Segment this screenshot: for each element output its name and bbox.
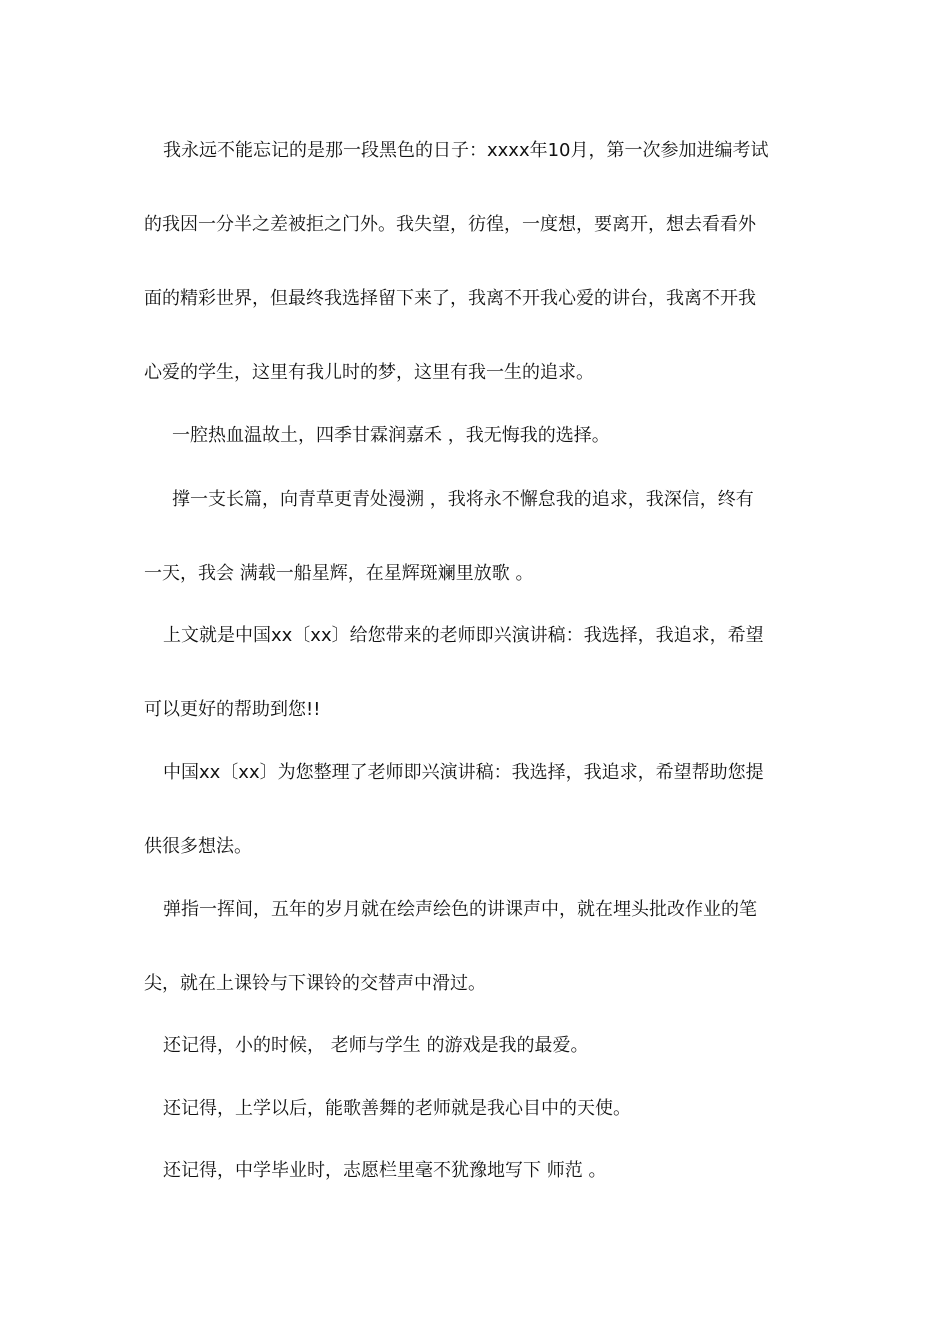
paragraph-line-14: 还记得，小的时候， 老师与学生 的游戏是我的最爱。 (163, 1035, 589, 1056)
paragraph-line-12: 弹指一挥间，五年的岁月就在绘声绘色的讲课声中，就在埋头批改作业的笔 (163, 899, 757, 920)
paragraph-line-10: 中国xx〔xx〕为您整理了老师即兴演讲稿：我选择，我追求，希望帮助您提 (163, 762, 764, 783)
paragraph-line-2: 的我因一分半之差被拒之门外。我失望，彷徨，一度想，要离开，想去看看外 (144, 214, 756, 235)
paragraph-line-13: 尖，就在上课铃与下课铃的交替声中滑过。 (144, 973, 486, 994)
paragraph-line-3: 面的精彩世界，但最终我选择留下来了，我离不开我心爱的讲台，我离不开我 (144, 288, 756, 309)
paragraph-line-7: 一天，我会 满载一船星辉，在星辉斑斓里放歌 。 (144, 563, 534, 584)
paragraph-line-16: 还记得，中学毕业时，志愿栏里毫不犹豫地写下 师范 。 (163, 1160, 607, 1181)
paragraph-line-5: 一腔热血温故土，四季甘霖润嘉禾 ，我无悔我的选择。 (172, 425, 610, 446)
paragraph-line-8: 上文就是中国xx〔xx〕给您带来的老师即兴演讲稿：我选择，我追求，希望 (163, 625, 764, 646)
paragraph-line-1: 我永远不能忘记的是那一段黑色的日子：xxxx年10月，第一次参加进编考试 (163, 140, 769, 161)
paragraph-line-6: 撑一支长篇，向青草更青处漫溯 ，我将永不懈怠我的追求，我深信，终有 (172, 489, 754, 510)
paragraph-line-9: 可以更好的帮助到您!! (144, 699, 321, 720)
paragraph-line-4: 心爱的学生，这里有我儿时的梦，这里有我一生的追求。 (144, 362, 594, 383)
paragraph-line-11: 供很多想法。 (144, 836, 252, 857)
paragraph-line-15: 还记得，上学以后，能歌善舞的老师就是我心目中的天使。 (163, 1098, 631, 1119)
